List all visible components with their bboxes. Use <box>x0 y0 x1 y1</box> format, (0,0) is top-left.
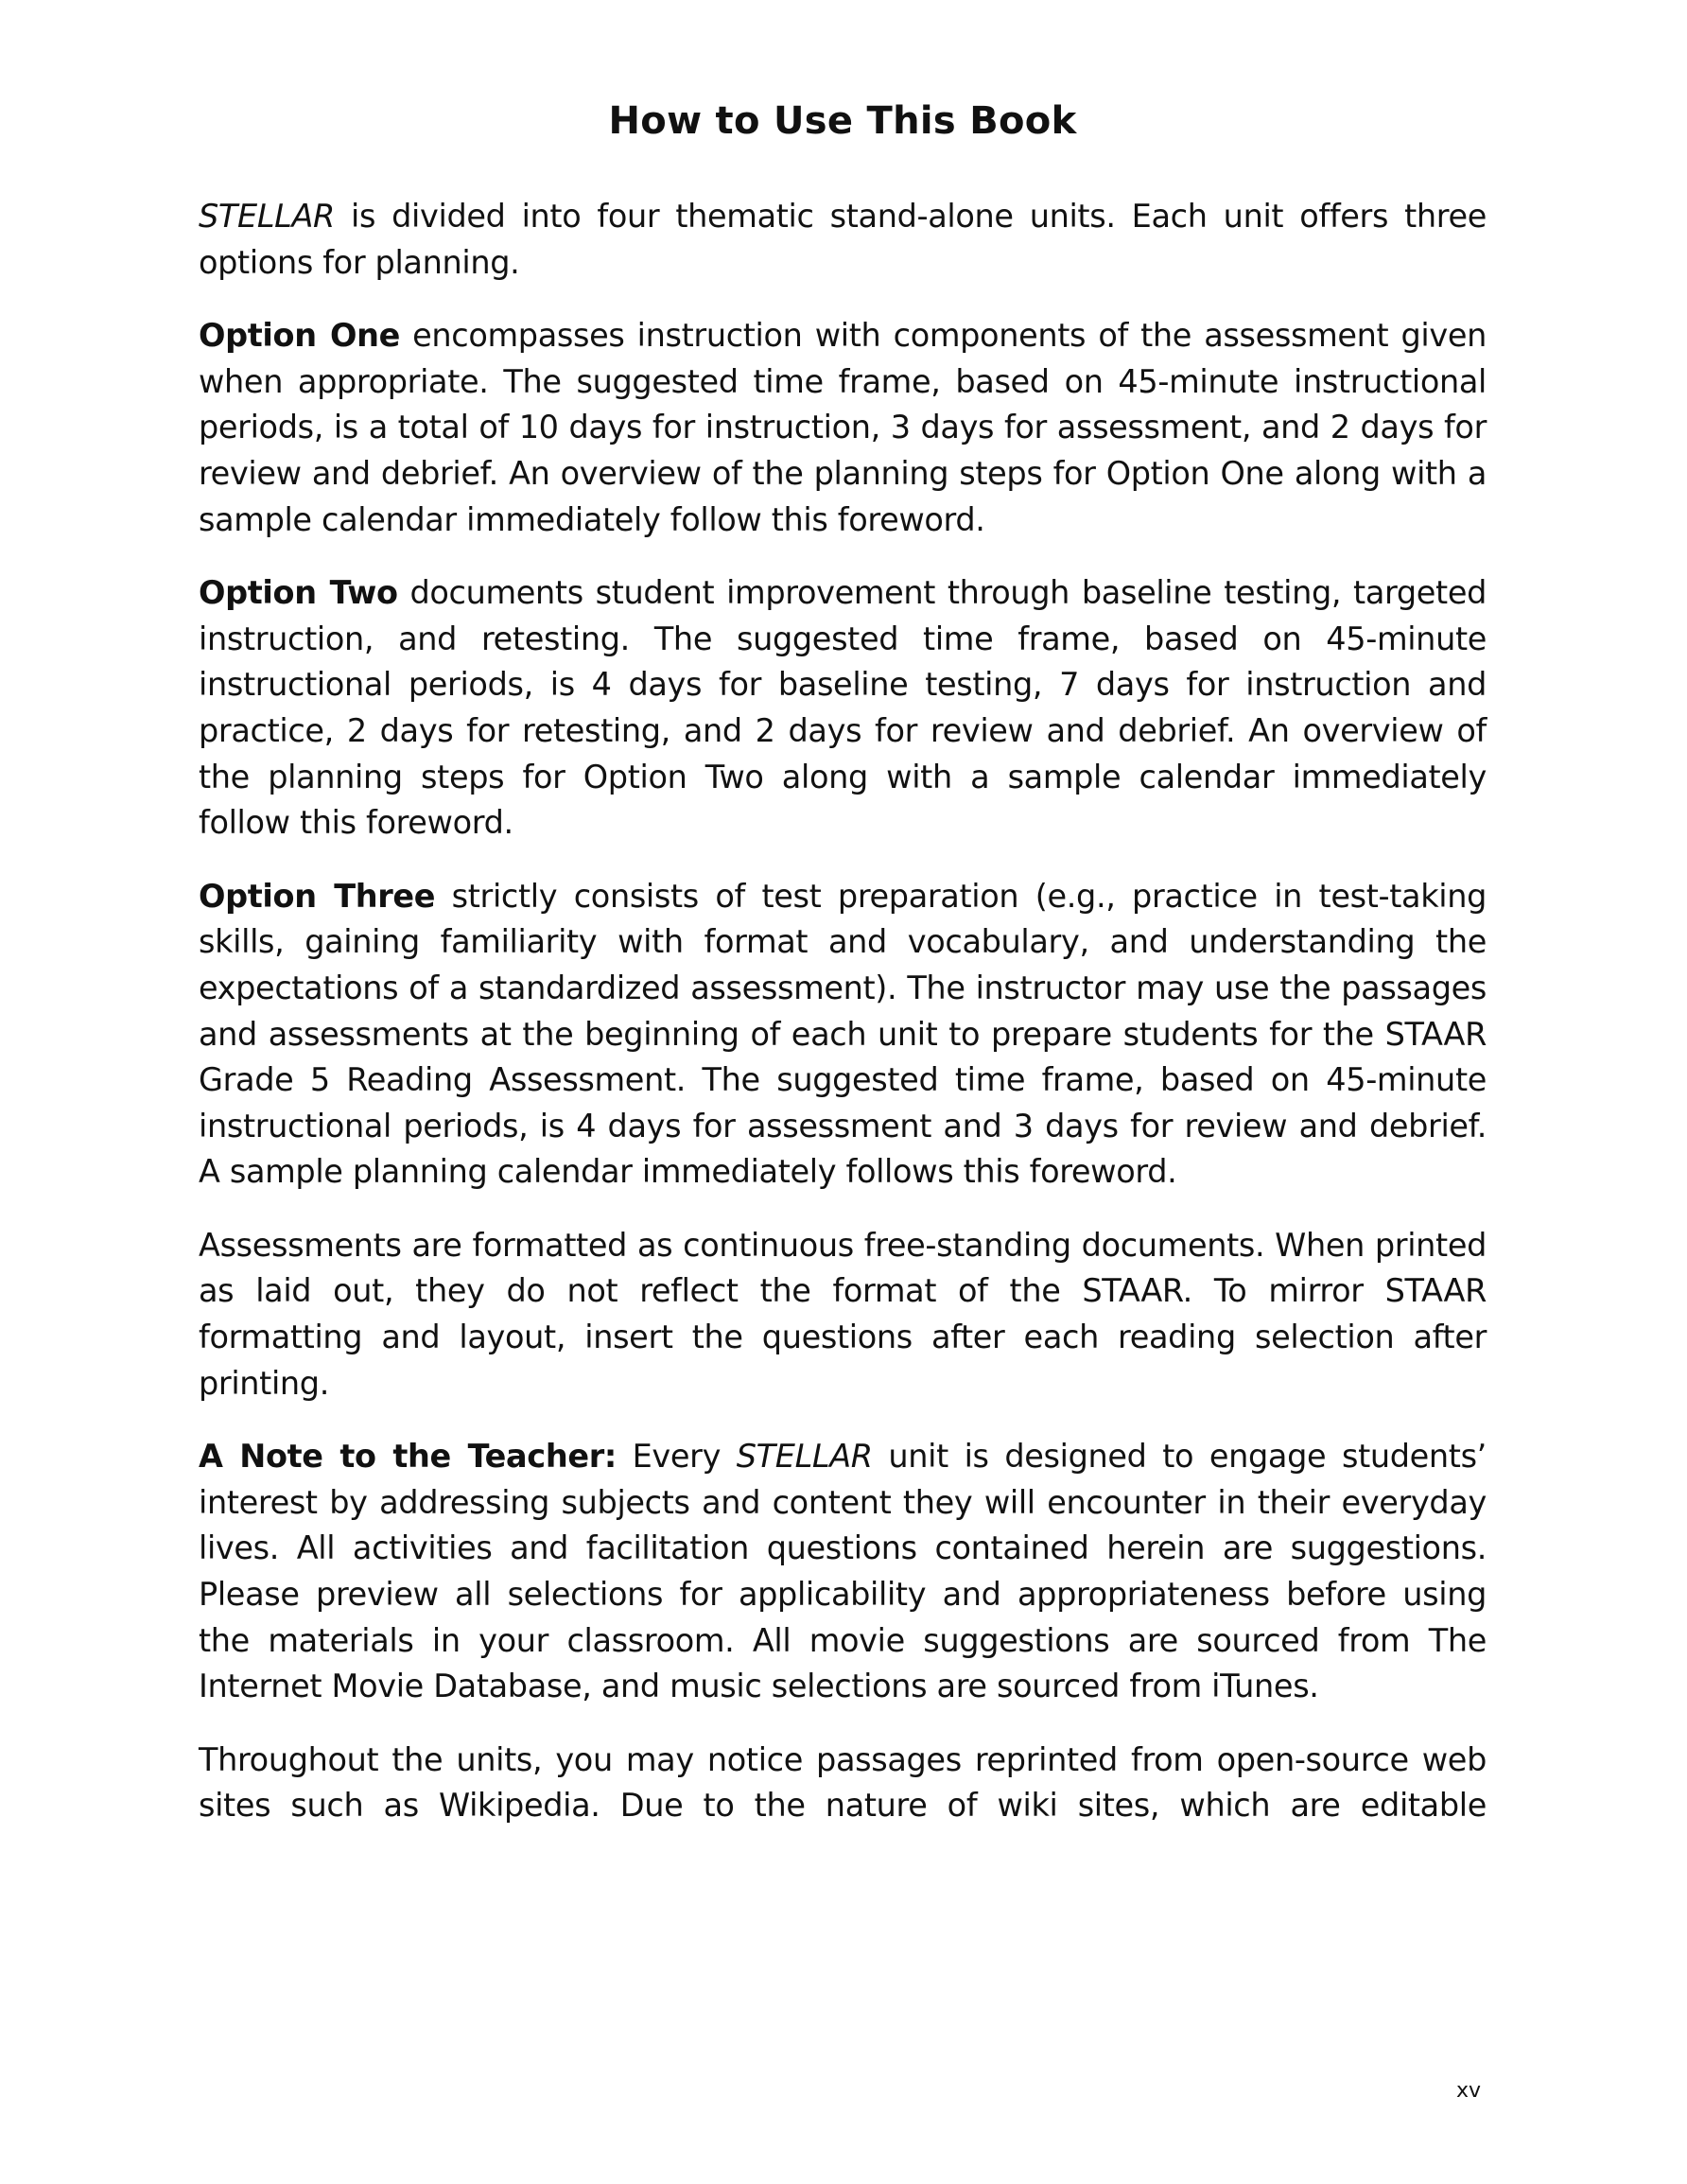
option-one-heading: Option One <box>199 317 400 355</box>
teacher-note-text: unit is designed to engage students’ interest by addressing subjects and content they will encounter in their everyday lives. All activities and facilitation questions contained herein are suggestions. Please preview all selections for applicability and appropriateness before using the materials in your classroom. All movie suggestions are sourced from The Internet Movie Database, and music selections are sourced from iTunes. <box>199 1438 1487 1705</box>
option-two-paragraph <box>199 570 1487 847</box>
option-three-paragraph <box>199 874 1487 1196</box>
option-three-text: strictly consists of test preparation (e.g., practice in test-taking skills, gaining familiarity with format and vocabulary, and understanding the expectations of a standardized assessment). The instructor may use the passages and assessments at the beginning of each unit to prepare students for the STAAR Grade 5 Reading Assessment. The suggested time frame, based on 45-minute instructional periods, is 4 days for assessment and 3 days for review and debrief. A sample planning calendar immediately follows this foreword. <box>199 877 1487 1191</box>
assessments-paragraph <box>199 1223 1487 1406</box>
stellar-italic: STELLAR <box>199 198 335 235</box>
stellar-italic: STELLAR <box>736 1438 873 1476</box>
option-two-text: documents student improvement through baseline testing, targeted instruction, and retesting. The suggested time frame, based on 45-minute instructional periods, is 4 days for baseline testing, 7 days for instruction and practice, 2 days for retesting, and 2 days for review and debrief. An overview of the planning steps for Option Two along with a sample calendar immediately follow this foreword. <box>199 574 1487 842</box>
option-two-heading: Option Two <box>199 574 398 612</box>
intro-paragraph <box>199 194 1487 286</box>
body-text <box>199 194 1487 1857</box>
option-three-heading: Option Three <box>199 877 436 915</box>
teacher-note-heading: A Note to the Teacher: <box>199 1438 617 1476</box>
teacher-note-paragraph <box>199 1434 1487 1710</box>
teacher-note-text-pre: Every <box>616 1438 737 1476</box>
page-number: xv <box>1456 2079 1482 2103</box>
option-one-text: encompasses instruction with components of the assessment given when appropriate. The suggested time frame, based on 45-minute instructional periods, is a total of 10 days for instruction, 3 days for assessment, and 2 days for review and debrief. An overview of the planning steps for Option One along with a sample calendar immediately follow this foreword. <box>199 317 1487 538</box>
open-source-paragraph <box>199 1738 1487 1829</box>
page-title: How to Use This Book <box>608 99 1077 143</box>
open-source-text: Throughout the units, you may notice passages reprinted from open-source web sites such as Wikipedia. Due to the nature of wiki sites, which are editable <box>199 1740 1487 1825</box>
intro-text: is divided into four thematic stand-alone units. Each unit offers three options for planning. <box>199 198 1487 281</box>
assessments-text: Assessments are formatted as continuous free-standing documents. When printed as laid out, they do not reflect the format of the STAAR. To mirror STAAR formatting and layout, insert the questions after each reading selection after printing. <box>199 1226 1487 1402</box>
option-one-paragraph <box>199 313 1487 543</box>
